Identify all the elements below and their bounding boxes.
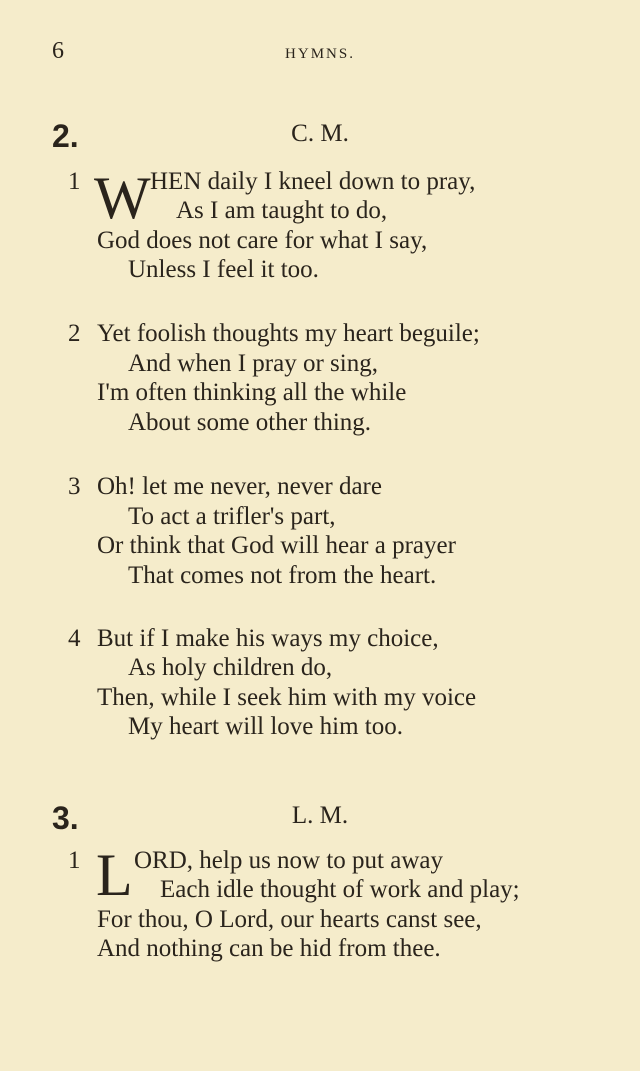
verse-number: 4 — [68, 625, 81, 652]
verse-line: Each idle thought of work and play; — [160, 876, 520, 903]
verse-line: Then, while I seek him with my voice — [97, 684, 477, 711]
drop-cap: L — [96, 842, 133, 908]
verse-line: And when I pray or sing, — [128, 350, 378, 377]
verse-line: Yet foolish thoughts my heart beguile; — [97, 320, 480, 347]
verse-line: And nothing can be hid from thee. — [97, 935, 441, 962]
drop-cap: W — [94, 165, 151, 231]
verse-line: That comes not from the heart. — [128, 562, 437, 589]
hymn-number: 3. — [52, 800, 79, 836]
verse-line: Or think that God will hear a prayer — [97, 532, 456, 559]
verse-number: 3 — [68, 473, 81, 500]
verse-line: HEN daily I kneel down to pray, — [150, 168, 476, 195]
verse-line: About some other thing. — [128, 409, 372, 436]
verse-line: As I am taught to do, — [176, 197, 388, 224]
verse-line: I'm often thinking all the while — [97, 379, 407, 406]
hymn-meter: L. M. — [291, 802, 349, 829]
page-number: 6 — [52, 38, 64, 64]
verse-line: Unless I feel it too. — [128, 256, 319, 283]
verse-line: My heart will love him too. — [128, 713, 403, 740]
verse-number: 1 — [68, 847, 81, 874]
hymn-meter: C. M. — [291, 120, 349, 147]
verse-line: To act a trifler's part, — [128, 503, 336, 530]
verse-line: God does not care for what I say, — [97, 227, 428, 254]
verse-line: But if I make his ways my choice, — [97, 625, 439, 652]
verse-line: For thou, O Lord, our hearts canst see, — [97, 906, 482, 933]
verse-number: 2 — [68, 320, 81, 347]
verse-line: Oh! let me never, never dare — [97, 473, 382, 500]
running-header: HYMNS. — [285, 46, 355, 62]
hymn-number: 2. — [52, 118, 79, 154]
verse-number: 1 — [68, 168, 81, 195]
verse-line: ORD, help us now to put away — [134, 847, 443, 874]
verse-line: As holy children do, — [128, 654, 333, 681]
